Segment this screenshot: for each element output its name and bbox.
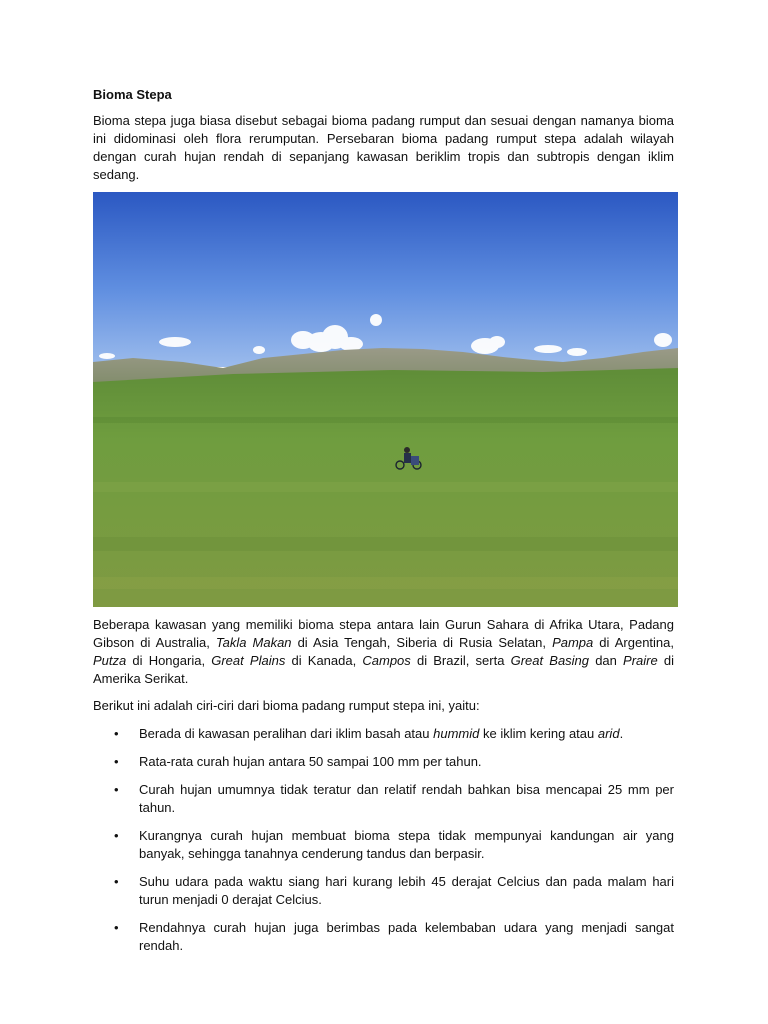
bullet-icon: • [114, 874, 119, 889]
document-page [93, 86, 674, 965]
features-list [93, 725, 674, 955]
list-item: • Suhu udara pada waktu siang hari kurang lebih 45 derajat Celcius dan pada malam hari turun menjadi 0 derajat Celcius. [114, 874, 674, 907]
regions-paragraph: Beberapa kawasan yang memiliki bioma stepa antara lain Gurun Sahara di Afrika Utara, Padang Gibson di Australia, Takla Makan di Asia Tengah, Siberia di Rusia Selatan, Pampa di Argentina, Putza di Hongaria, Great Plains di Kanada, Campos di Brazil, serta Great Basing dan Praire di Amerika Serikat. [93, 617, 675, 686]
document-title: Bioma Stepa [93, 87, 172, 102]
bullet-icon: • [114, 754, 119, 769]
steppe-photo [93, 192, 678, 607]
bullet-icon: • [114, 726, 119, 741]
list-item: • Rendahnya curah hujan juga berimbas pada kelembaban udara yang menjadi sangat rendah. [114, 920, 674, 953]
intro-paragraph: Bioma stepa juga biasa disebut sebagai bioma padang rumput dan sesuai dengan namanya bioma ini didominasi oleh flora rerumputan. Persebaran bioma padang rumput stepa adalah wilayah dengan curah hujan rendah di sepanjang kawasan beriklim tropis dan subtropis dengan iklim sedang. [93, 113, 674, 182]
bullet-icon: • [114, 828, 119, 843]
list-item: • Curah hujan umumnya tidak teratur dan relatif rendah bahkan bisa mencapai 25 mm per tahun. [114, 782, 674, 815]
list-item: • Kurangnya curah hujan membuat bioma stepa tidak mempunyai kandungan air yang banyak, sehingga tanahnya cenderung tandus dan berpasir. [114, 828, 674, 861]
list-item: • Berada di kawasan peralihan dari iklim basah atau hummid ke iklim kering atau arid. [114, 726, 624, 741]
bullet-icon: • [114, 782, 119, 797]
features-lead: Berikut ini adalah ciri-ciri dari bioma padang rumput stepa ini, yaitu: [93, 698, 480, 713]
bullet-icon: • [114, 920, 119, 935]
list-item: • Rata-rata curah hujan antara 50 sampai 100 mm per tahun. [114, 754, 482, 769]
